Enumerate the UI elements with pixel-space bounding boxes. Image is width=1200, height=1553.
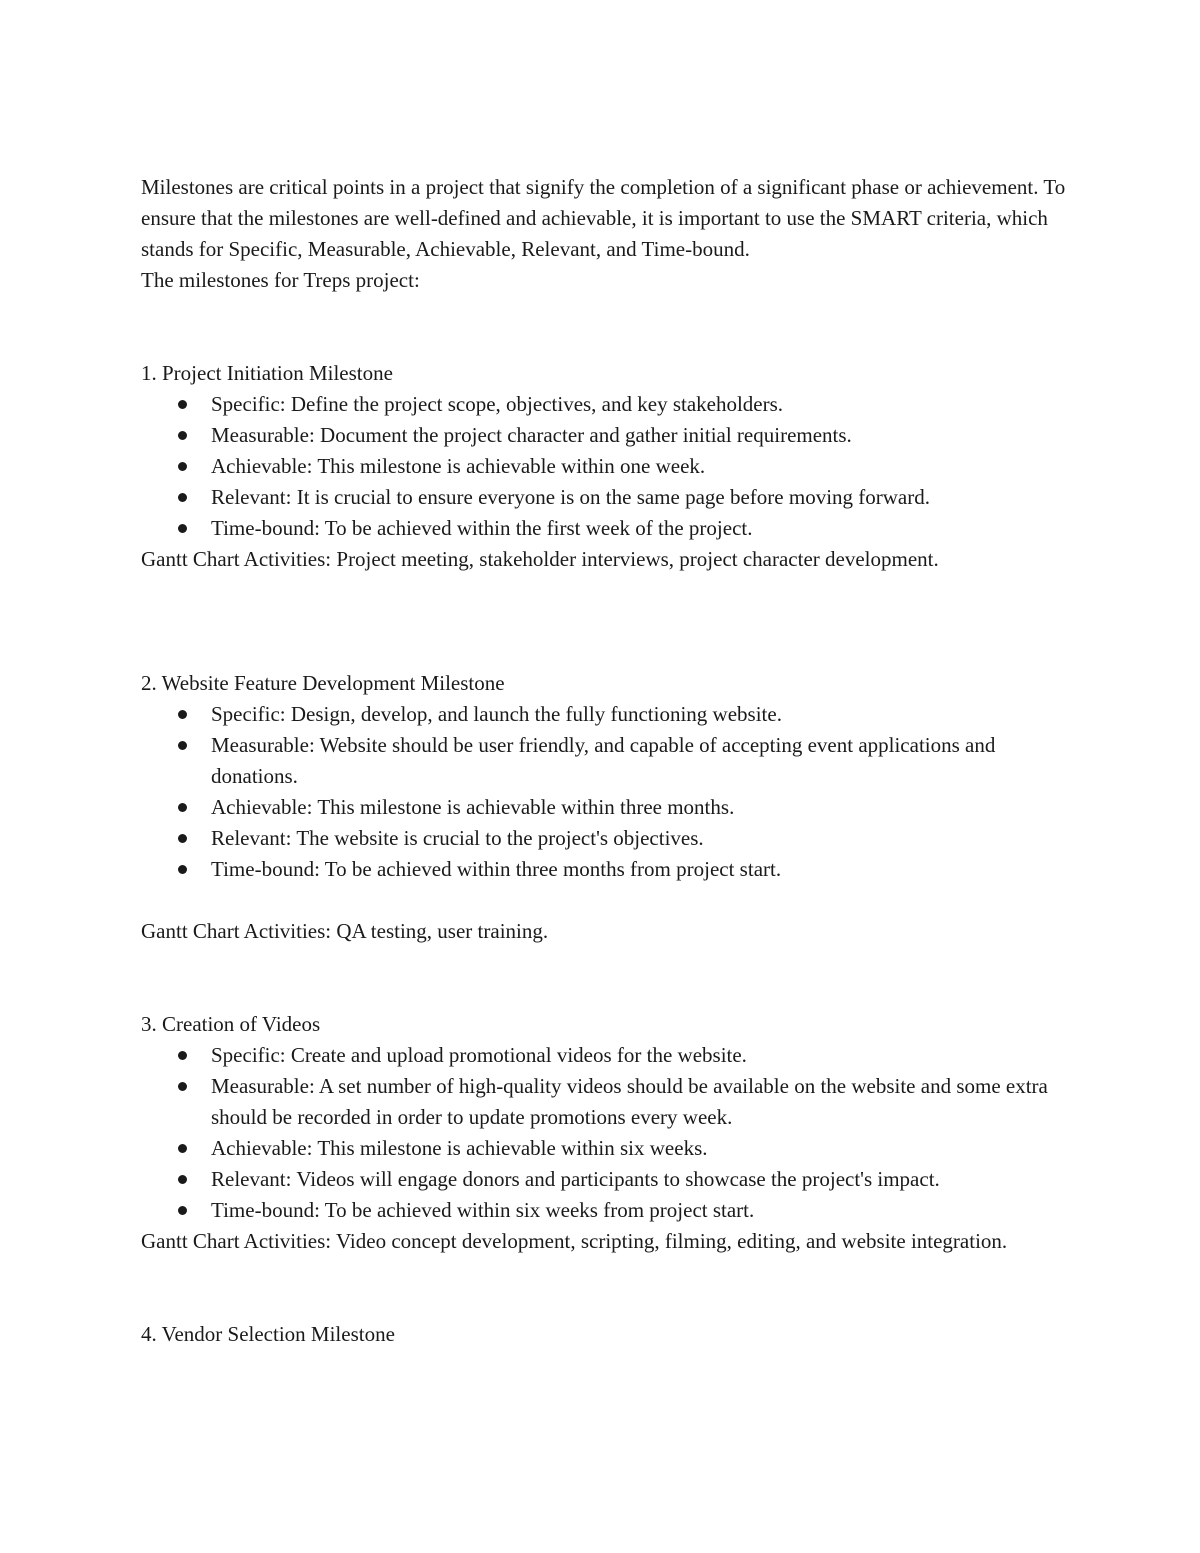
milestone-title: 2. Website Feature Development Milestone xyxy=(141,671,505,695)
intro-lead: The milestones for Treps project: xyxy=(141,268,420,292)
list-item xyxy=(141,1071,1071,1133)
list-item xyxy=(141,1164,1071,1195)
bullet-icon xyxy=(178,710,187,719)
list-item xyxy=(141,451,1071,482)
gantt-activities: Gantt Chart Activities: Video concept development, scripting, filming, editing, and website integration. xyxy=(141,1229,1008,1253)
bullet-text: Achievable: This milestone is achievable within six weeks. xyxy=(211,1136,708,1160)
bullet-icon xyxy=(178,1175,187,1184)
milestone-title: 3. Creation of Videos xyxy=(141,1012,321,1036)
list-item xyxy=(141,513,1071,544)
bullet-text: Relevant: Videos will engage donors and participants to showcase the project's impact. xyxy=(211,1167,940,1191)
bullet-text: Measurable: Document the project character and gather initial requirements. xyxy=(211,423,852,447)
milestone-bullet-list xyxy=(141,699,1071,885)
list-item xyxy=(141,823,1071,854)
bullet-icon xyxy=(178,834,187,843)
bullet-text: Time-bound: To be achieved within six weeks from project start. xyxy=(211,1198,755,1222)
bullet-text: Specific: Create and upload promotional videos for the website. xyxy=(211,1043,747,1067)
bullet-icon xyxy=(178,524,187,533)
bullet-icon xyxy=(178,400,187,409)
document-page xyxy=(141,172,1071,1350)
milestone-section xyxy=(141,668,1071,947)
milestone-title: 1. Project Initiation Milestone xyxy=(141,361,393,385)
bullet-icon xyxy=(178,431,187,440)
milestone-section xyxy=(141,1009,1071,1257)
list-item xyxy=(141,1133,1071,1164)
bullet-text: Time-bound: To be achieved within the first week of the project. xyxy=(211,516,753,540)
bullet-text: Specific: Define the project scope, objectives, and key stakeholders. xyxy=(211,392,784,416)
list-item xyxy=(141,730,1071,792)
list-item xyxy=(141,792,1071,823)
intro-paragraph: Milestones are critical points in a project that signify the completion of a significant phase or achievement. To ensure that the milestones are well-defined and achievable, it is important to use the SMART criteria, which stands for Specific, Measurable, Achievable, Relevant, and Time-bound. xyxy=(141,175,1066,261)
bullet-icon xyxy=(178,462,187,471)
list-item xyxy=(141,1040,1071,1071)
bullet-icon xyxy=(178,803,187,812)
list-item xyxy=(141,389,1071,420)
milestone-bullet-list xyxy=(141,389,1071,544)
list-item xyxy=(141,1195,1071,1226)
bullet-icon xyxy=(178,493,187,502)
bullet-icon xyxy=(178,1082,187,1091)
milestone-section xyxy=(141,1319,1071,1350)
bullet-icon xyxy=(178,1206,187,1215)
gantt-activities: Gantt Chart Activities: Project meeting, stakeholder interviews, project character development. xyxy=(141,547,939,571)
list-item xyxy=(141,482,1071,513)
bullet-text: Achievable: This milestone is achievable within one week. xyxy=(211,454,706,478)
bullet-text: Relevant: It is crucial to ensure everyone is on the same page before moving forward. xyxy=(211,485,930,509)
bullet-text: Measurable: Website should be user friendly, and capable of accepting event applications and donations. xyxy=(211,733,996,788)
bullet-text: Measurable: A set number of high-quality videos should be available on the website and some extra should be recorded in order to update promotions every week. xyxy=(211,1074,1048,1129)
bullet-text: Achievable: This milestone is achievable within three months. xyxy=(211,795,735,819)
bullet-icon xyxy=(178,865,187,874)
list-item xyxy=(141,699,1071,730)
bullet-text: Time-bound: To be achieved within three months from project start. xyxy=(211,857,782,881)
bullet-icon xyxy=(178,741,187,750)
bullet-icon xyxy=(178,1051,187,1060)
gantt-activities: Gantt Chart Activities: QA testing, user training. xyxy=(141,919,549,943)
milestone-bullet-list xyxy=(141,1040,1071,1226)
milestone-section xyxy=(141,358,1071,575)
bullet-text: Relevant: The website is crucial to the project's objectives. xyxy=(211,826,704,850)
list-item xyxy=(141,420,1071,451)
list-item xyxy=(141,854,1071,885)
bullet-icon xyxy=(178,1144,187,1153)
bullet-text: Specific: Design, develop, and launch the fully functioning website. xyxy=(211,702,782,726)
milestone-title: 4. Vendor Selection Milestone xyxy=(141,1322,395,1346)
